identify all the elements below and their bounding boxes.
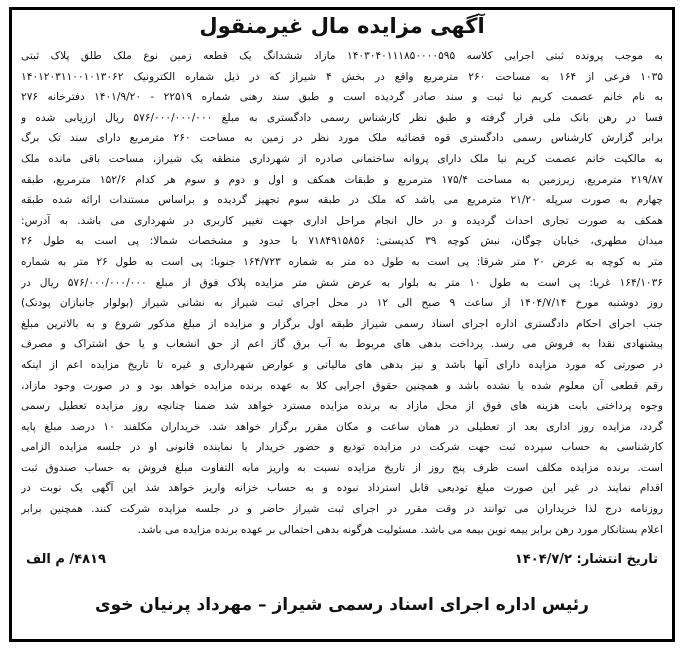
body-line: جنب اجرای احکام دادگستری اداره اجرای اسناد رسمی شیراز طبقه اول برگزار و مزایده از مبلغ مذکور شروع و به بالاترین مبلغ xyxy=(21,317,663,330)
body-line: برابر گزارش کارشناس رسمی دادگستری قوه قضائیه ملک مورد نظر در زمین به مساحت ۲۶۰ مترمربع دارای سند تک برگ xyxy=(21,132,663,145)
body-line: روز دوشنبه مورخ ۱۴۰۴/۷/۱۴ از ساعت ۹ صبح الی ۱۲ در محل اجرای ثبت شیراز به نشانی شیراز (بولوار جانبازان پودنک) xyxy=(21,297,663,310)
publish-date: تاریخ انتشار: ۱۴۰۴/۷/۲ xyxy=(514,552,658,567)
body-line: به موجب پرونده ثبتی اجرایی کلاسه ۱۴۰۳۰۴۰۱۱۱۸۵۰۰۰۰۵۹۵ مازاد ششدانگ یک قطعه زمین نوع ملک طلق پلاک ثبتی xyxy=(21,50,663,62)
body-line: گردد، مزایده روز اداری بعد از تعطیلی در همان ساعت و مکان مقرر برگزار خواهد شد. خریداران مکلفند ۱۰ درصد مبلغ پایه xyxy=(21,420,663,433)
body-line: در صورتی که مورد مزایده دارای آنها باشد و نیز بدهی های مالیاتی و عوارض شهرداری و غیره تا تاریخ مزایده اعم از اینکه xyxy=(21,358,663,371)
body-line: اقدام نمایند در غیر این صورت مبلغ تودیعی قابل استرداد نبوده و به حساب خزانه واریز خواهد شد این آگهی یک نوبت در xyxy=(21,482,663,495)
body-line: پیشنهادی نقدا به فروش می رسد. پرداخت بدهی های مربوط به آب برق گاز اعم از حق انشعاب و یا حق اشتراک و مصرف xyxy=(21,338,663,351)
body-line: به مالکیت خانم عصمت کریم نیا ملک دارای پروانه ساختمانی صادره از شهرداری منطقه یک شیراز، مساحت باقی مانده ملک xyxy=(21,152,663,165)
notice-frame xyxy=(9,7,675,642)
notice-title: آگهی مزایده مال غیرمنقول xyxy=(199,14,485,38)
body-line: ۲۱۹/۸۷ مترمربع، زیرزمین به مساحت ۱۷۵/۴ مترمربع و طبقات همکف و اول و دوم و سوم هر کدام ۱۵۲/۶ مترمربع، طبقه xyxy=(21,173,663,186)
body-line: روزنامه درج لذا خریداران می توانند در وقت مقرر در اجرای ثبت شیراز حاضر و در جلسه مزایده شرکت کنند. همچنین برابر xyxy=(21,503,663,516)
body-line: فسا در رهن بانک ملی قرار گرفته و طبق نظر کارشناس رسمی دادگستری به مبلغ ۵۷۶/۰۰۰/۰۰۰/۰۰۰ ریال ارزیابی شده و xyxy=(21,111,663,124)
body-line: میدان مطهری، خیابان چوگان، نبش کوچه ۳۹ کدپستی: ۷۱۸۴۹۱۵۸۵۶ با حدود و مشخصات شمالا: پی است به طول ۲۶ xyxy=(21,235,663,248)
body-line: وجوه پرداختی بابت هزینه های فوق از محل مازاد به برنده مزایده مسترد خواهد شد ضمنا چنانچه روز مزایده تعطیل رسمی xyxy=(21,400,663,413)
signature: رئیس اداره اجرای اسناد رسمی شیراز – مهرداد پرنیان خوی xyxy=(95,595,589,615)
body-line: چهارم به صورت سرپله ۲۱/۲۰ مترمربع می باشد که ملک در طبقه سوم تجهیز گردیده و براساس مستندات ارائه شده طبقه xyxy=(21,194,663,207)
body-line: است. برنده مزایده مکلف است ظرف پنج روز از تاریخ مزایده نسبت به واریز مابه التفاوت مبلغ فروش به حساب صندوق ثبت xyxy=(21,461,663,474)
body-line: ۱۶۴/۱۰۳۶ غربا: پی است به طول ۱۰ متر به بلوار به عرض شش متر مزایده پلاک فوق از مبلغ ۵۷۶/۰۰۰/۰۰۰/۰۰۰ ریال در xyxy=(21,276,663,289)
body-line: به نام خانم عصمت کریم نیا ثبت و سند صادر گردیده است و طبق سند رهنی شماره ۲۲۵۱۹ - ۱۴۰۱/۹/۲۰ دفترخانه ۲۷۶ xyxy=(21,91,663,104)
body-line: اعلام بستانکار مورد رهن برابر بیمه نوین بیمه می باشد. مسئولیت هرگونه بدهی احتمالی بر عهده برنده مزایده می باشد. xyxy=(137,523,663,536)
body-line: کارشناسی به حساب سپرده ثبت جهت شرکت در مزایده تودیع و حضور خریدار یا نماینده قانونی او در جلسه مزایده الزامی xyxy=(21,441,663,454)
notice-code: ۴۸۱۹/ م الف xyxy=(26,552,106,567)
body-line: همکف به صورت تجاری احداث گردیده و در حال انجام مراحل اداری جهت تغییر کاربری در شهرداری می باشد. به آدرس: xyxy=(21,214,663,227)
body-line: متر به کوچه به عرض ۲۰ متر شرقا: پی است به طول ده متر به شماره ۱۶۴/۷۲۳ جنوبا: پی است به طول ۲۶ متر به شماره xyxy=(21,255,663,268)
notice-footer xyxy=(26,552,658,574)
notice-body xyxy=(21,46,663,540)
body-line: ۱۰۳۵ فرعی از ۱۶۴ به مساحت ۲۶۰ مترمربع واقع در بخش ۴ شیراز که در ذیل شماره الکترونیک ۱۴۰۱۲۰۳۱۱۰۰۱۰۱۳۰۶۲ xyxy=(21,70,663,83)
body-line: رقم قطعی آن معلوم شده یا نشده باشد و همچنین حقوق اجرایی کلا به عهده برنده مزایده خواهد بود و در صورت وجود مازاد، xyxy=(21,379,663,392)
